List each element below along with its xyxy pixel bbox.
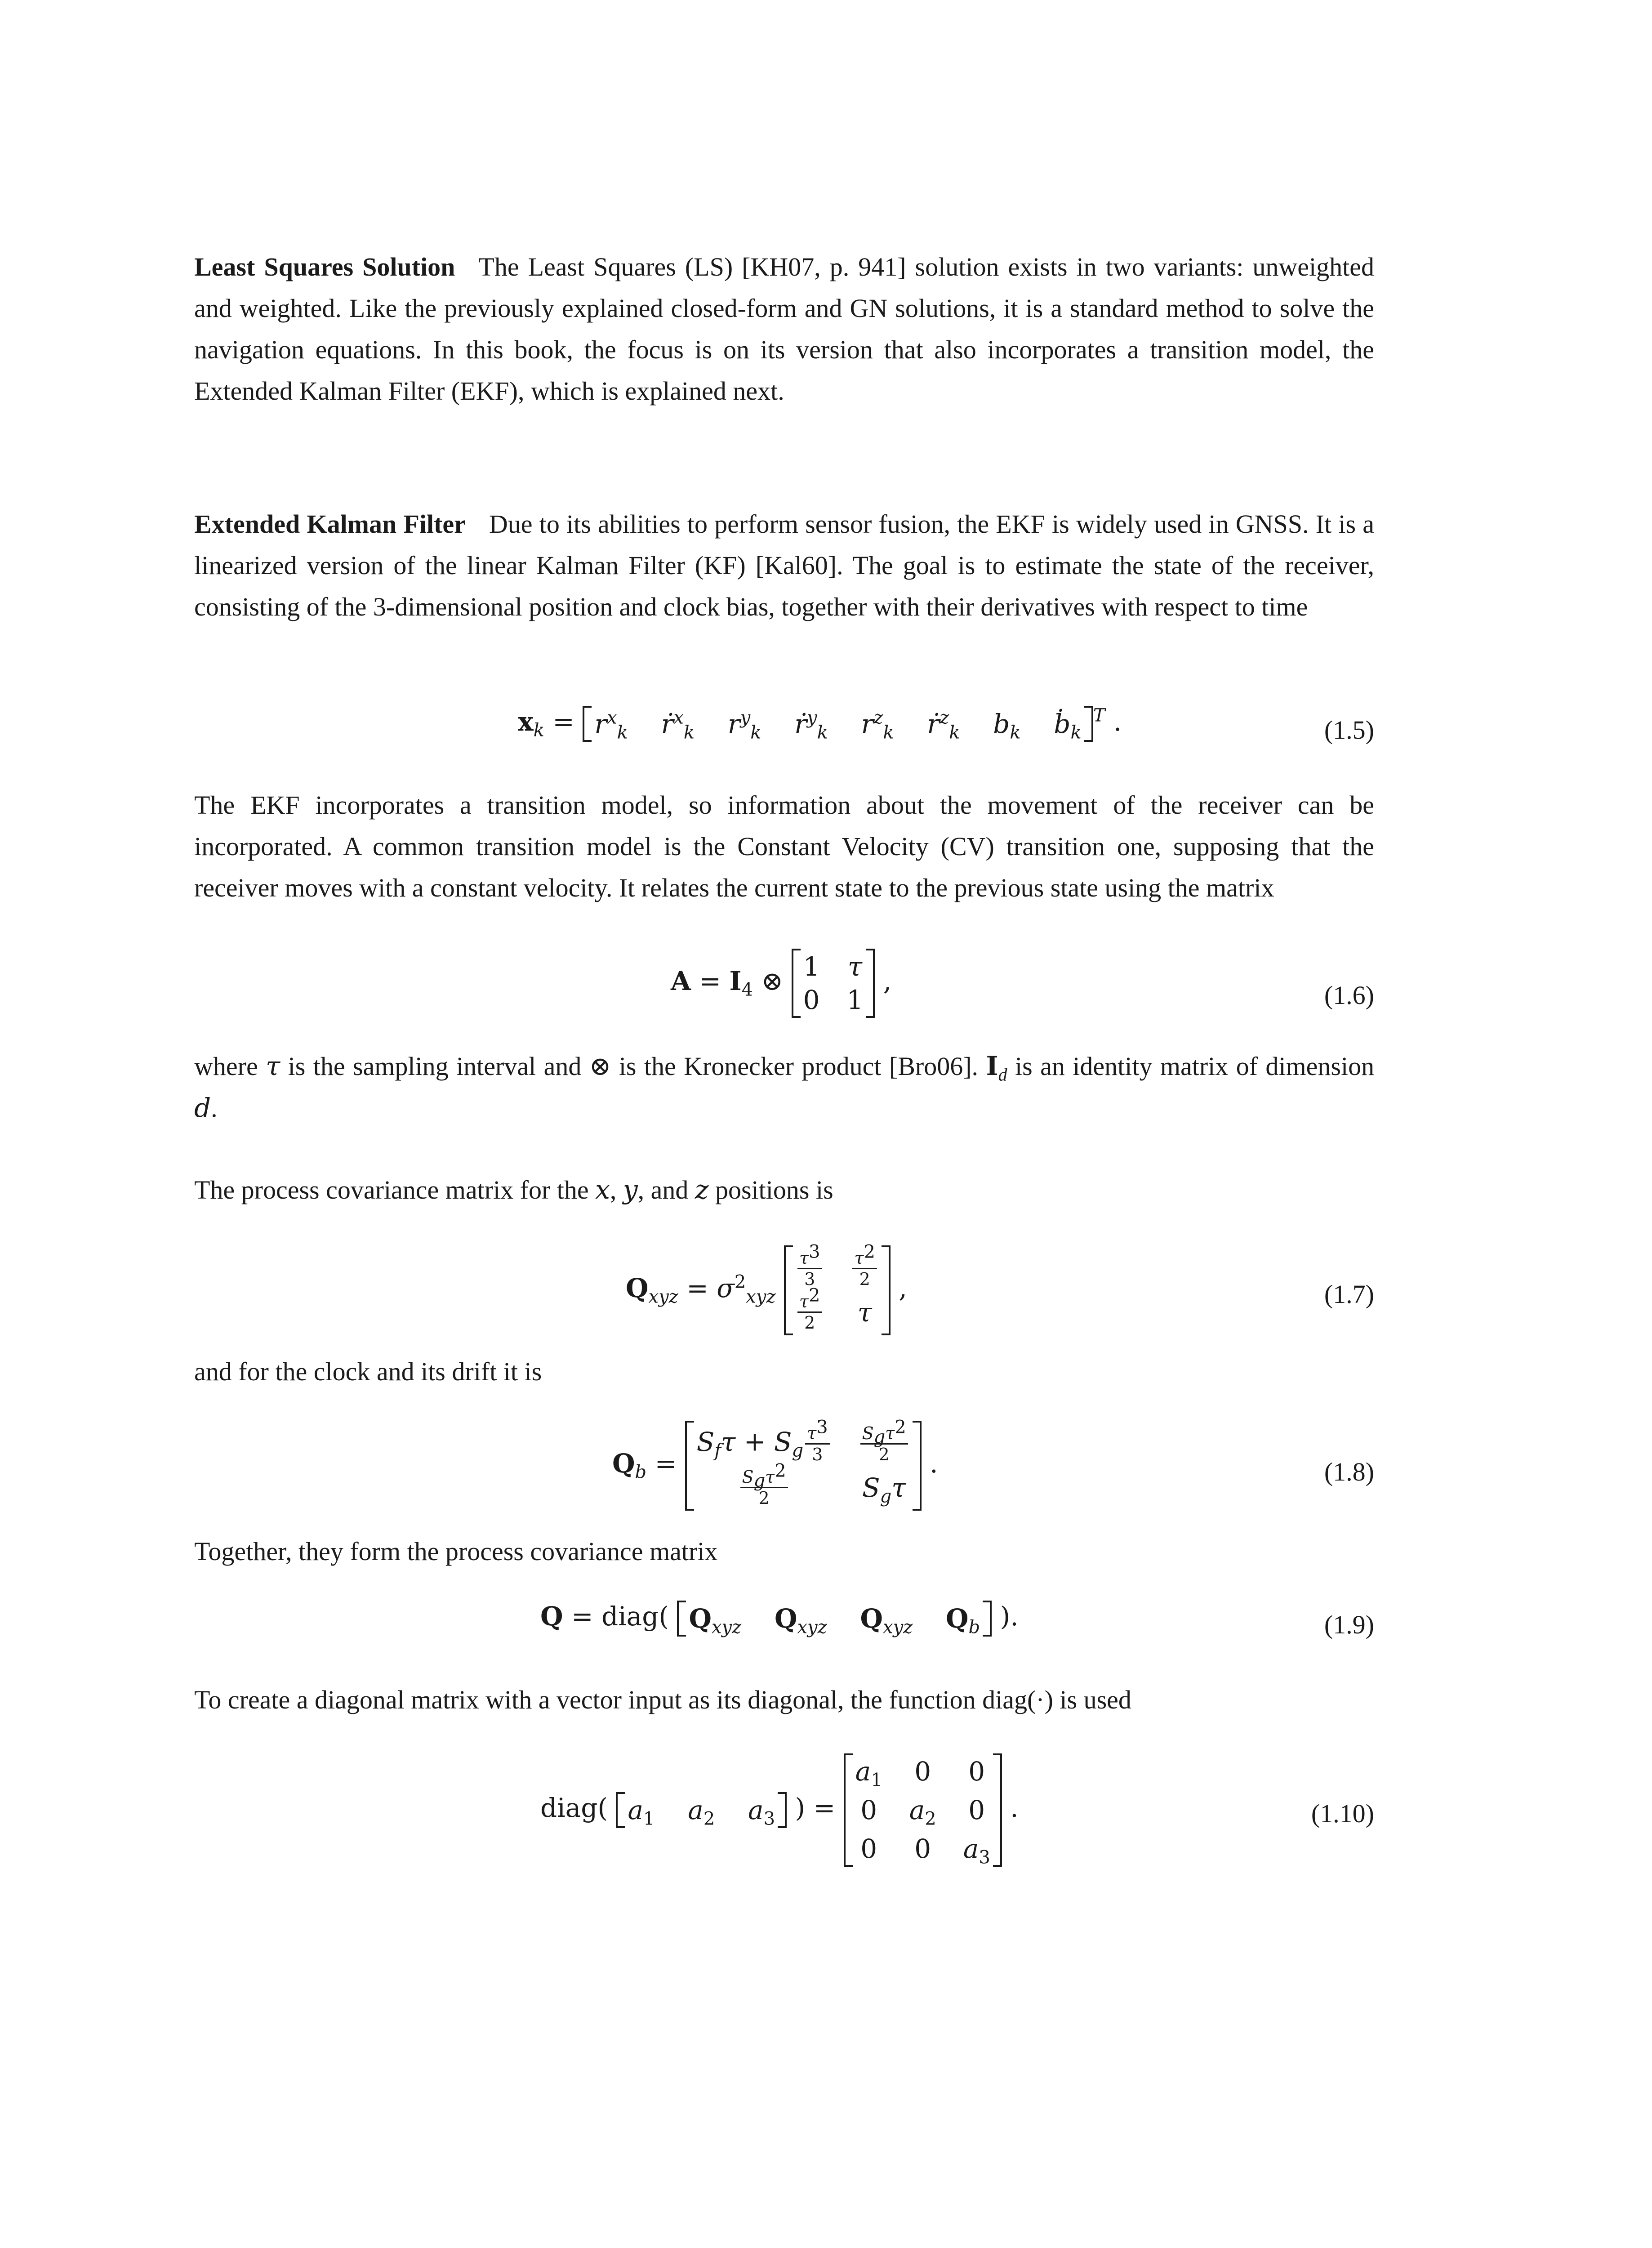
equation-1-5 [194, 706, 1374, 760]
transition-paragraph [194, 785, 1374, 909]
equation-number-1-6: (1.6) [1324, 981, 1374, 1010]
process-text-3: positions is [715, 1175, 833, 1204]
ekf-heading: Extended Kalman Filter [194, 509, 466, 539]
q-diag-formula: Q = diag( $Q_{xyz}$ $Q_{xyz}$ $Q_{xyz}$ $Q_b$ ). [540, 1601, 1019, 1638]
clock-text: and for the clock and its drift it is [194, 1357, 542, 1386]
together-paragraph [194, 1531, 1374, 1572]
process-text-1: The process covariance matrix for the [194, 1175, 589, 1204]
transition-text: The EKF incorporates a transition model, so information about the movement of the receiver can be incorporated. A common transition model is the Constant Velocity (CV) transition one, supposing that the receiver moves with a constant velocity. It relates the current state to the previous state using the matrix [194, 790, 1374, 902]
process-text-2: and [650, 1175, 689, 1204]
equation-number-1-10: (1.10) [1311, 1799, 1374, 1828]
transition-matrix-formula: $A = I_4$ ⊗ 1 τ 0 1 , [671, 949, 891, 1018]
equation-number-1-5: (1.5) [1324, 715, 1374, 745]
clock-paragraph [194, 1351, 1374, 1392]
equation-1-7 [194, 1241, 1374, 1344]
process-paragraph: The process covariance matrix for the x, y, and z positions is [194, 1174, 833, 1205]
qb-formula: $Q_b$ = $S_f\tau + S_g$ $\frac{\tau^3}{3}$ $\frac{S_g\tau^2}{2}$ $\frac{S_g\tau^2}{2}$ $S_g\tau$ . [612, 1421, 938, 1511]
diag-paragraph [194, 1679, 1374, 1721]
where-paragraph: where τ is the sampling interval and ⊗ is the Kronecker product [Bro06]. $I_d$ is an identity matrix of dimension d. [194, 1051, 1375, 1123]
where-text-3: is the Kronecker product [Bro06]. [619, 1052, 979, 1081]
ls-body: The Least Squares (LS) [KH07, p. 941] solution exists in two variants: unweighted and weighted. Like the previously explained closed-form and GN solutions, it is a standard method to solve the navigation equations. In this book, the focus is on its version that also incorporates a transition model, the Extended Kalman Filter (EKF), which is explained next. [194, 252, 1374, 406]
where-text-2: is the sampling interval and [288, 1052, 582, 1081]
ekf-paragraph [194, 504, 1374, 628]
qxyz-formula: $Q_{xyz} = \sigma^2_{xyz}$ $\frac{\tau^3}{3}$ $\frac{\tau^2}{2}$ $\frac{\tau^2}{2}$ τ , [626, 1245, 907, 1335]
together-text: Together, they form the process covariance matrix [194, 1537, 718, 1566]
diag-example-formula: diag( $a_1$ $a_2$ $a_3$ ) = $a_1$ 0 0 0 $a_2$ 0 0 0 $a_3$ . [540, 1753, 1019, 1867]
where-text-4: is an identity matrix of dimension [1015, 1052, 1375, 1081]
ls-heading: Least Squares Solution [194, 252, 455, 281]
equation-number-1-9: (1.9) [1324, 1610, 1374, 1639]
state-vector-formula: $x_k$ = $r^x_k$ ṙ$^x_k$ $r^y_k$ ṙ$^y_k$ $r^z_k$ ṙ$^z_k$ $b_k$ ḃ$_k^T$ . [518, 705, 1122, 743]
equation-1-9 [194, 1601, 1374, 1655]
equation-1-8 [194, 1417, 1374, 1524]
ls-paragraph [194, 246, 1374, 412]
equation-1-6 [194, 949, 1374, 1039]
equation-1-10 [194, 1753, 1374, 1888]
equation-number-1-7: (1.7) [1324, 1280, 1374, 1309]
ekf-body: Due to its abilities to perform sensor fusion, the EKF is widely used in GNSS. It is a linearized version of the linear Kalman Filter (KF) [Kal60]. The goal is to estimate the state of the receiver, consisting of the 3-dimensional position and clock bias, together with their derivatives with respect to time [194, 509, 1374, 621]
where-text-1: where [194, 1052, 258, 1081]
equation-number-1-8: (1.8) [1324, 1457, 1374, 1486]
diag-text: To create a diagonal matrix with a vector input as its diagonal, the function diag(·) is used [194, 1685, 1131, 1714]
